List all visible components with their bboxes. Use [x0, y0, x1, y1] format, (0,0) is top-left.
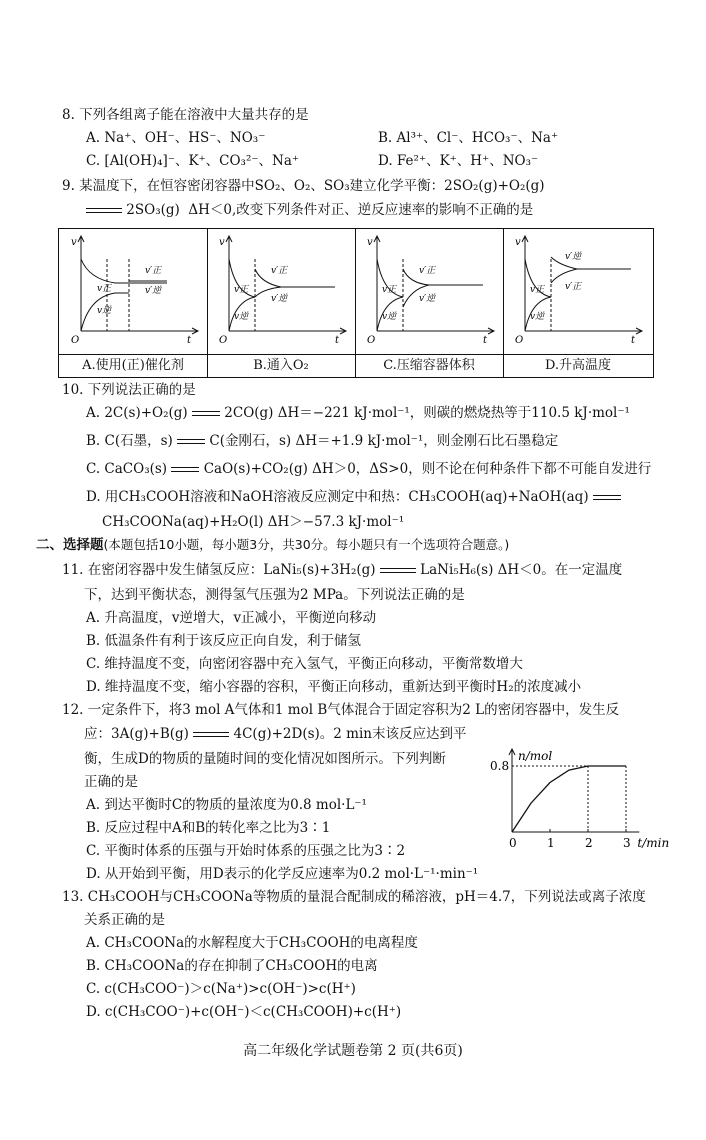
q12-stem-line3: 衡，生成D的物质的量随时间的变化情况如图所示。下列判断 [84, 751, 446, 767]
q11-option-c: C. 维持温度不变，向密闭容器中充入氢气，平衡正向移动，平衡常数增大 [86, 656, 523, 672]
q9-caption-d: D.升高温度 [503, 354, 653, 377]
q9-graph-a [59, 229, 208, 377]
v-forward-label: v正 [97, 284, 112, 294]
q12-stem-line1: 12. 一定条件下，将3 mol A气体和1 mol B气体混合于固定容积为2 L的密闭容器中，发生反 [62, 702, 620, 718]
y-axis-label: n/mol [518, 749, 553, 763]
origin-label: O [71, 335, 80, 346]
v-forward-prime-curve [255, 269, 335, 287]
q12-option-b: B. 反应过程中A和B的转化率之比为3∶1 [86, 820, 331, 836]
q12-stem-line2 [84, 725, 467, 743]
q11-stem-line1 [62, 561, 622, 579]
v-reverse-prime-label: v′逆 [419, 294, 436, 304]
q10-option-d-line1 [86, 488, 621, 506]
q12-option-a: A. 到达平衡时C的物质的量浓度为0.8 mol·L⁻¹ [86, 797, 367, 813]
origin-label: O [367, 335, 376, 346]
q10-a-right: 2CO(g) ΔH＝−221 kJ·mol⁻¹，则碳的燃烧热等于110.5 kJ·mol⁻¹ [224, 405, 630, 421]
v-reverse-label: v逆 [530, 312, 545, 322]
v-axis-label: v [367, 237, 373, 248]
t-axis-label: t [187, 335, 192, 346]
q13-stem-line1: 13. CH₃COOH与CH₃COONa等物质的量混合配制成的稀溶液，pH＝4.7，下列说法或离子浓度 [62, 889, 646, 905]
q10-c-left: C. CaCO₃(s) [86, 461, 168, 477]
q9-product: 2SO₃(g) [126, 202, 180, 218]
q13-option-b: B. CH₃COONa的存在抑制了CH₃COOH的电离 [86, 958, 378, 974]
q12-stem2-right: 4C(g)+2D(s)。2 min末该反应达到平 [233, 726, 467, 742]
q10-c-right: CaO(s)+CO₂(g) ΔH＞0，ΔS>0，则不论在何种条件下都不可能自发进行 [203, 461, 652, 477]
q13-option-d: D. c(CH₃COO⁻)+c(OH⁻)＜c(CH₃COOH)+c(H⁺) [86, 1004, 402, 1020]
v-forward-label: v正 [234, 285, 249, 295]
q9-condition: ΔH＜0,改变下列条件对正、逆反应速率的影响不正确的是 [188, 202, 534, 218]
q9-graph-table [58, 228, 654, 378]
q11-stem-line2: 下，达到平衡状态，测得氢气压强为2 MPa。下列说法正确的是 [84, 587, 465, 603]
t-axis-label: t [335, 335, 340, 346]
q10-a-left: A. 2C(s)+O₂(g) [86, 405, 188, 421]
q9-caption-b: B.通入O₂ [207, 354, 355, 377]
v-axis-label: v [71, 237, 77, 248]
q11-option-b: B. 低温条件有利于该反应正向自发，利于储氢 [86, 633, 362, 649]
q10-b-left: B. C(石墨，s) [86, 433, 173, 449]
q9-graph-d [503, 229, 653, 377]
q10-option-d-line2: CH₃COONa(aq)+H₂O(l) ΔH＞−57.3 kJ·mol⁻¹ [102, 514, 405, 530]
q10-stem: 10. 下列说法正确的是 [62, 382, 196, 398]
q13-option-c: C. c(CH₃COO⁻)＞c(Na⁺)>c(OH⁻)>c(H⁺) [86, 981, 356, 997]
q13-stem-line2: 关系正确的是 [84, 912, 165, 928]
x-tick-label: 1 [547, 836, 555, 850]
x-axis-label: t/min [637, 836, 670, 850]
v-reverse-label: v逆 [382, 312, 397, 322]
v-axis-label: v [515, 237, 521, 248]
q10-option-b [86, 432, 558, 450]
v-axis-label: v [219, 237, 225, 248]
equilibrium-arrow-icon [86, 206, 122, 216]
page-footer: 高二年级化学试题卷第 2 页(共6页) [243, 1043, 463, 1059]
equals-sign-icon [593, 493, 621, 503]
q10-option-a [86, 404, 630, 422]
q9-graph-d-plot [503, 229, 653, 355]
v-reverse-label: v逆 [234, 312, 249, 322]
q9-caption-a: A.使用(正)催化剂 [59, 354, 207, 377]
v-forward-prime-label: v′正 [145, 266, 162, 276]
q9-graph-b-plot [207, 229, 355, 355]
q11-option-d: D. 维持温度不变，缩小容器的容积，平衡正向移动，重新达到平衡时H₂的浓度减小 [86, 679, 582, 695]
q8-option-a: A. Na⁺、OH⁻、HS⁻、NO₃⁻ [86, 130, 266, 146]
q12-stem-line4: 正确的是 [84, 774, 138, 790]
v-reverse-label: v逆 [97, 306, 112, 316]
x-tick-label: 2 [585, 836, 593, 850]
q12-option-d: D. 从开始到平衡，用D表示的化学反应速率为0.2 mol·L⁻¹·min⁻¹ [86, 866, 479, 882]
q9-graph-c-plot [355, 229, 503, 355]
section-2-note: (本题包括10小题，每小题3分，共30分。每小题只有一个选项符合题意。) [103, 537, 510, 552]
q11-option-a: A. 升高温度，v逆增大，v正减小，平衡逆向移动 [86, 610, 377, 626]
q10-b-right: C(金刚石，s) ΔH＝+1.9 kJ·mol⁻¹，则金刚石比石墨稳定 [209, 433, 559, 449]
v-forward-prime-curve [403, 269, 483, 285]
v-forward-prime-label: v′正 [419, 266, 436, 276]
q12-option-c: C. 平衡时体系的压强与开始时体系的压强之比为3∶2 [86, 843, 406, 859]
v-reverse-prime-label: v′逆 [145, 286, 162, 296]
q9-stem-line1: 9. 某温度下，在恒容密闭容器中SO₂、O₂、SO₃建立化学平衡：2SO₂(g)+O₂(g) [62, 178, 545, 194]
v-reverse-prime-label: v′逆 [271, 294, 288, 304]
x-tick-label: 3 [623, 836, 631, 850]
v-reverse-prime-curve [551, 257, 631, 269]
q11-stem-left: 11. 在密闭容器中发生储氢反应：LaNi₅(s)+3H₂(g) [62, 562, 376, 578]
v-forward-label: v正 [382, 285, 397, 295]
series-line-d [512, 766, 626, 832]
q11-stem-right: LaNi₅H₆(s) ΔH＜0。在一定温度 [420, 562, 623, 578]
v-forward-prime-curve [551, 269, 577, 283]
origin-label: O [219, 335, 228, 346]
equilibrium-arrow-icon [380, 566, 416, 576]
section-2-title: 二、选择题 [36, 537, 104, 553]
equals-sign-icon [192, 409, 220, 419]
q10-d-line1: D. 用CH₃COOH溶液和NaOH溶液反应测定中和热：CH₃COOH(aq)+NaOH(aq) [86, 489, 589, 505]
q9-graph-a-plot [59, 229, 207, 355]
v-reverse-prime-label: v′逆 [565, 252, 582, 262]
q12-chart [478, 748, 678, 852]
q9-graph-c [355, 229, 504, 377]
q8-stem: 8. 下列各组离子能在溶液中大量共存的是 [62, 107, 309, 123]
equals-sign-icon [171, 465, 199, 475]
q8-option-b: B. Al³⁺、Cl⁻、HCO₃⁻、Na⁺ [378, 130, 559, 146]
section-2-heading [36, 536, 509, 554]
v-forward-label: v正 [530, 285, 545, 295]
equals-sign-icon [177, 437, 205, 447]
q10-option-c [86, 460, 651, 478]
q12-stem2-left: 应：3A(g)+B(g) [84, 726, 189, 742]
q9-stem-line2 [86, 201, 533, 219]
q8-option-c: C. [Al(OH)₄]⁻、K⁺、CO₃²⁻、Na⁺ [86, 153, 299, 169]
q13-option-a: A. CH₃COONa的水解程度大于CH₃COOH的电离程度 [86, 935, 418, 951]
v-forward-prime-label: v′正 [565, 282, 582, 292]
t-axis-label: t [483, 335, 488, 346]
v-forward-prime-label: v′正 [271, 266, 288, 276]
t-axis-label: t [631, 335, 636, 346]
q8-option-d: D. Fe²⁺、K⁺、H⁺、NO₃⁻ [378, 153, 539, 169]
origin-label: O [515, 335, 524, 346]
y-tick-label: 0.8 [490, 759, 510, 773]
equilibrium-arrow-icon [193, 730, 229, 740]
x-tick-label: 0 [509, 836, 517, 850]
q9-graph-b [207, 229, 356, 377]
q9-caption-c: C.压缩容器体积 [355, 354, 503, 377]
